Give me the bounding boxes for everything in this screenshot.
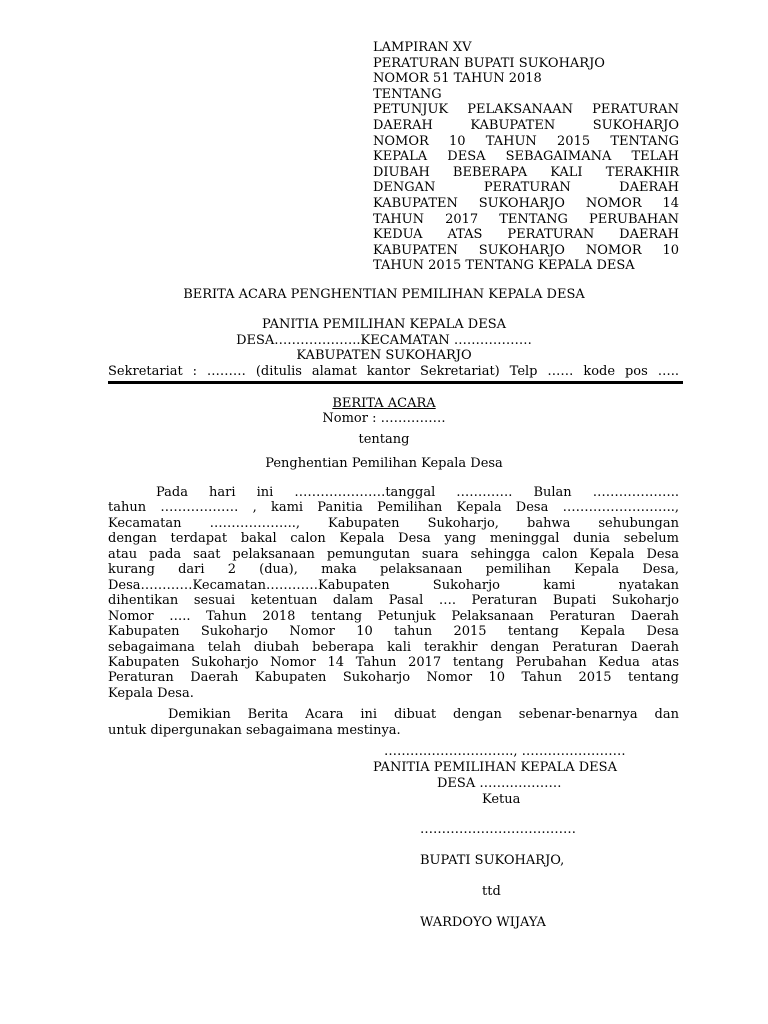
lampiran-line: TAHUN 2015 TENTANG KEPALA DESA	[373, 258, 635, 274]
body-line: Kecamatan ……………….., Kabupaten Sukoharjo, bahwa sehubungan	[108, 515, 679, 531]
ttd-mark: ttd	[482, 884, 501, 899]
kop-divider	[108, 381, 683, 384]
body-line: dengan terdapat bakal calon Kepala Desa yang meninggal dunia sebelum	[108, 531, 679, 547]
lampiran-line: DENGAN PERATURAN DAERAH	[373, 180, 679, 196]
lampiran-line: TENTANG	[373, 86, 442, 102]
lampiran-line: NOMOR 51 TAHUN 2018	[373, 71, 542, 87]
lampiran-line: PETUNJUK PELAKSANAAN PERATURAN	[373, 102, 679, 118]
bupati-title: BUPATI SUKOHARJO,	[420, 853, 565, 868]
closing-line: Demikian Berita Acara ini dibuat dengan sebenar-benarnya dan	[168, 707, 679, 722]
lampiran-line: KEPALA DESA SEBAGAIMANA TELAH	[373, 149, 679, 165]
lampiran-line: KEDUA ATAS PERATURAN DAERAH	[373, 227, 679, 243]
berita-acara-title	[0, 396, 768, 411]
closing-line: untuk dipergunakan sebagaimana mestinya.	[108, 722, 401, 738]
signature-ketua: Ketua	[482, 792, 521, 807]
lampiran-line: KABUPATEN SUKOHARJO NOMOR 10	[373, 242, 679, 258]
kop-sekretariat: Sekretariat : ……… (ditulis alamat kantor Sekretariat) Telp …… kode pos …..	[108, 364, 679, 379]
document-heading: BERITA ACARA PENGHENTIAN PEMILIHAN KEPALA DESA	[183, 287, 585, 302]
lampiran-line: LAMPIRAN XV	[373, 40, 472, 55]
body-line: Desa…………Kecamatan…………Kabupaten Sukoharjo kami nyatakan	[108, 577, 679, 593]
body-line: Peraturan Daerah Kabupaten Sukoharjo Nomor 10 Tahun 2015 tentang	[108, 670, 679, 686]
lampiran-line: DIUBAH BEBERAPA KALI TERAKHIR	[373, 164, 679, 180]
place-date: ……….……………….., ……………………	[384, 744, 626, 759]
berita-acara-perihal: Penghentian Pemilihan Kepala Desa	[265, 456, 503, 471]
body-line: Kabupaten Sukoharjo Nomor 14 Tahun 2017 tentang Perubahan Kedua atas	[108, 654, 679, 670]
berita-acara-tentang: tentang	[358, 432, 410, 447]
kop-kabupaten: KABUPATEN SUKOHARJO	[296, 348, 472, 363]
closing-paragraph	[108, 707, 679, 738]
signature-panitia: PANITIA PEMILIHAN KEPALA DESA	[373, 760, 617, 775]
body-line: Kabupaten Sukoharjo Nomor 10 tahun 2015 tentang Kepala Desa	[108, 624, 679, 640]
lampiran-block	[373, 40, 679, 274]
body-line: sebagaimana telah diubah beberapa kali terakhir dengan Peraturan Daerah	[108, 639, 679, 655]
body-line: Kepala Desa.	[108, 685, 194, 701]
body-line: atau pada saat pelaksanaan pemungutan suara sehingga calon Kepala Desa	[108, 546, 679, 562]
lampiran-line: PERATURAN BUPATI SUKOHARJO	[373, 55, 605, 71]
bupati-name: WARDOYO WIJAYA	[420, 915, 546, 930]
lampiran-line: KABUPATEN SUKOHARJO NOMOR 14	[373, 195, 679, 211]
lampiran-line: DAERAH KABUPATEN SUKOHARJO	[373, 117, 679, 133]
signature-desa: DESA …….…………	[437, 776, 562, 791]
body-line: tahun ……………… , kami Panitia Pemilihan Kepala Desa ……………………..,	[108, 500, 679, 516]
body-line: dihentikan sesuai ketentuan dalam Pasal …. Peraturan Bupati Sukoharjo	[108, 593, 679, 609]
body-line: Pada hari ini …………………tanggal …………. Bulan ………………..	[156, 485, 679, 500]
berita-acara-title-text: BERITA ACARA	[332, 396, 436, 411]
kop-panitia: PANITIA PEMILIHAN KEPALA DESA	[262, 317, 506, 332]
lampiran-line: TAHUN 2017 TENTANG PERUBAHAN	[373, 211, 679, 227]
ketua-sign-line: ………………………………	[420, 822, 576, 837]
body-line: Nomor ….. Tahun 2018 tentang Petunjuk Pelaksanaan Peraturan Daerah	[108, 608, 679, 624]
body-paragraph	[108, 485, 679, 701]
lampiran-line: NOMOR 10 TAHUN 2015 TENTANG	[373, 133, 679, 149]
berita-acara-nomor: Nomor : ……………	[322, 411, 446, 426]
body-line: kurang dari 2 (dua), maka pelaksanaan pemilihan Kepala Desa,	[108, 562, 679, 578]
kop-desa-kecamatan: DESA………………..KECAMATAN ………………	[236, 333, 532, 348]
